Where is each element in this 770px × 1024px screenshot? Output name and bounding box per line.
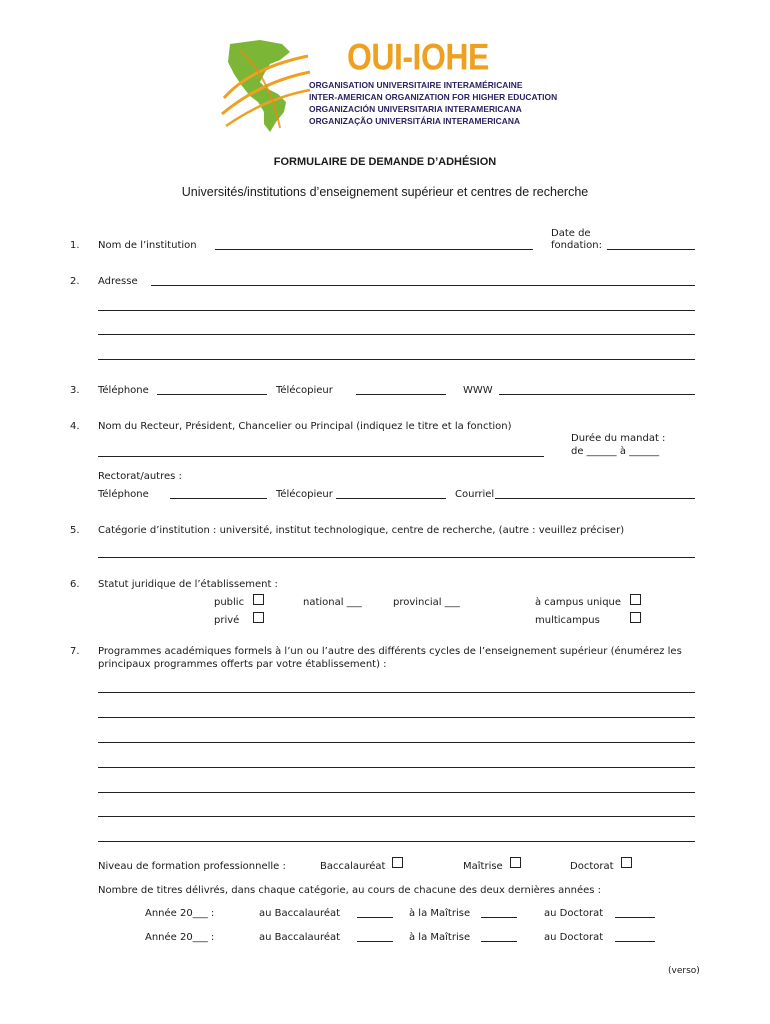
year-2-bachelor-label: au Baccalauréat [259, 932, 341, 943]
year-2-field[interactable]: Année 20___ : [145, 932, 215, 943]
founding-date-label-2: fondation: [551, 240, 602, 251]
email-field[interactable] [495, 498, 695, 499]
section-number: 4. [70, 421, 80, 432]
brand-name: OUI-IOHE [347, 36, 489, 78]
verso-note: (verso) [668, 966, 700, 976]
programs-field-6[interactable] [98, 816, 695, 817]
institution-category-field[interactable] [98, 557, 695, 558]
form-title: FORMULAIRE DE DEMANDE D’ADHÉSION [273, 156, 497, 168]
rectorate-label: Rectorat/autres : [98, 471, 182, 482]
org-name-pt: ORGANIZAÇÃO UNIVERSITÁRIA INTERAMERICANA [309, 116, 521, 126]
org-name-en: INTER-AMERICAN ORGANIZATION FOR HIGHER EDUCATION [309, 92, 558, 102]
programs-label-line-1: Programmes académiques formels à l’un ou l’autre des différents cycles de l’enseignement supérieur (énumérez les [98, 646, 682, 657]
year-1-doctorate-field[interactable] [615, 917, 655, 918]
private-label: privé [214, 615, 240, 626]
legal-status-label: Statut juridique de l’établissement : [98, 579, 278, 590]
master-label: Maîtrise [463, 861, 503, 872]
multicampus-label: multicampus [535, 615, 600, 626]
bachelor-checkbox[interactable] [392, 857, 403, 868]
programs-field-3[interactable] [98, 742, 695, 743]
year-2-bachelor-field[interactable] [357, 941, 393, 942]
single-campus-label: à campus unique [535, 597, 622, 608]
training-level-label: Niveau de formation professionnelle : [98, 861, 286, 872]
form-subtitle: Universités/institutions d’enseignement supérieur et centres de recherche [181, 185, 589, 199]
public-label: public [214, 597, 245, 608]
year-2-master-label: à la Maîtrise [409, 932, 471, 943]
programs-field-2[interactable] [98, 717, 695, 718]
institution-name-label: Nom de l’institution [98, 240, 197, 251]
year-2-doctorate-label: au Doctorat [544, 932, 604, 943]
national-field[interactable]: national ___ [303, 597, 362, 608]
americas-map-icon [220, 38, 312, 134]
www-label: WWW [463, 385, 493, 396]
section-number: 7. [70, 646, 80, 657]
phone-label: Téléphone [98, 385, 149, 396]
provincial-field[interactable]: provincial ___ [393, 597, 460, 608]
founding-date-field[interactable] [607, 249, 695, 250]
fax-field[interactable] [356, 394, 446, 395]
phone-field[interactable] [157, 394, 267, 395]
master-checkbox[interactable] [510, 857, 521, 868]
org-name-es: ORGANIZACIÓN UNIVERSITARIA INTERAMERICANA [309, 104, 522, 114]
rectorate-phone-field[interactable] [170, 498, 267, 499]
rectorate-fax-label: Télécopieur [276, 489, 333, 500]
doctorate-checkbox[interactable] [621, 857, 632, 868]
institution-category-label: Catégorie d’institution : université, institut technologique, centre de recherche, (autre : veuillez préciser) [98, 525, 625, 536]
address-field-1[interactable] [151, 285, 695, 286]
rectorate-fax-field[interactable] [336, 498, 446, 499]
year-1-doctorate-label: au Doctorat [544, 908, 604, 919]
institution-name-field[interactable] [215, 249, 533, 250]
section-number: 5. [70, 525, 80, 536]
programs-field-4[interactable] [98, 767, 695, 768]
programs-field-5[interactable] [98, 792, 695, 793]
doctorate-label: Doctorat [570, 861, 614, 872]
bachelor-label: Baccalauréat [320, 861, 386, 872]
year-2-master-field[interactable] [481, 941, 517, 942]
address-field-3[interactable] [98, 334, 695, 335]
section-number: 3. [70, 385, 80, 396]
year-1-bachelor-field[interactable] [357, 917, 393, 918]
address-field-2[interactable] [98, 310, 695, 311]
section-number: 1. [70, 240, 80, 251]
rector-name-field[interactable] [98, 456, 544, 457]
year-1-field[interactable]: Année 20___ : [145, 908, 215, 919]
multicampus-checkbox[interactable] [630, 612, 641, 623]
address-label: Adresse [98, 276, 138, 287]
founding-date-label-1: Date de [551, 228, 591, 239]
fax-label: Télécopieur [276, 385, 333, 396]
rector-label: Nom du Recteur, Président, Chancelier ou Principal (indiquez le titre et la fonction) [98, 421, 512, 432]
programs-label-line-2: principaux programmes offerts par votre établissement) : [98, 659, 387, 670]
address-field-4[interactable] [98, 359, 695, 360]
private-checkbox[interactable] [253, 612, 264, 623]
term-duration-range: de ______ à ______ [571, 446, 660, 457]
term-duration-label: Durée du mandat : [571, 433, 666, 444]
degrees-count-label: Nombre de titres délivrés, dans chaque catégorie, au cours de chacune des deux dernières années : [98, 885, 602, 896]
org-name-fr: ORGANISATION UNIVERSITAIRE INTERAMÉRICAINE [309, 80, 523, 90]
email-label: Courriel [455, 489, 495, 500]
public-checkbox[interactable] [253, 594, 264, 605]
section-number: 6. [70, 579, 80, 590]
www-field[interactable] [499, 394, 695, 395]
year-1-bachelor-label: au Baccalauréat [259, 908, 341, 919]
year-1-master-label: à la Maîtrise [409, 908, 471, 919]
programs-field-1[interactable] [98, 692, 695, 693]
programs-field-7[interactable] [98, 841, 695, 842]
rectorate-phone-label: Téléphone [98, 489, 149, 500]
year-1-master-field[interactable] [481, 917, 517, 918]
section-number: 2. [70, 276, 80, 287]
single-campus-checkbox[interactable] [630, 594, 641, 605]
year-2-doctorate-field[interactable] [615, 941, 655, 942]
